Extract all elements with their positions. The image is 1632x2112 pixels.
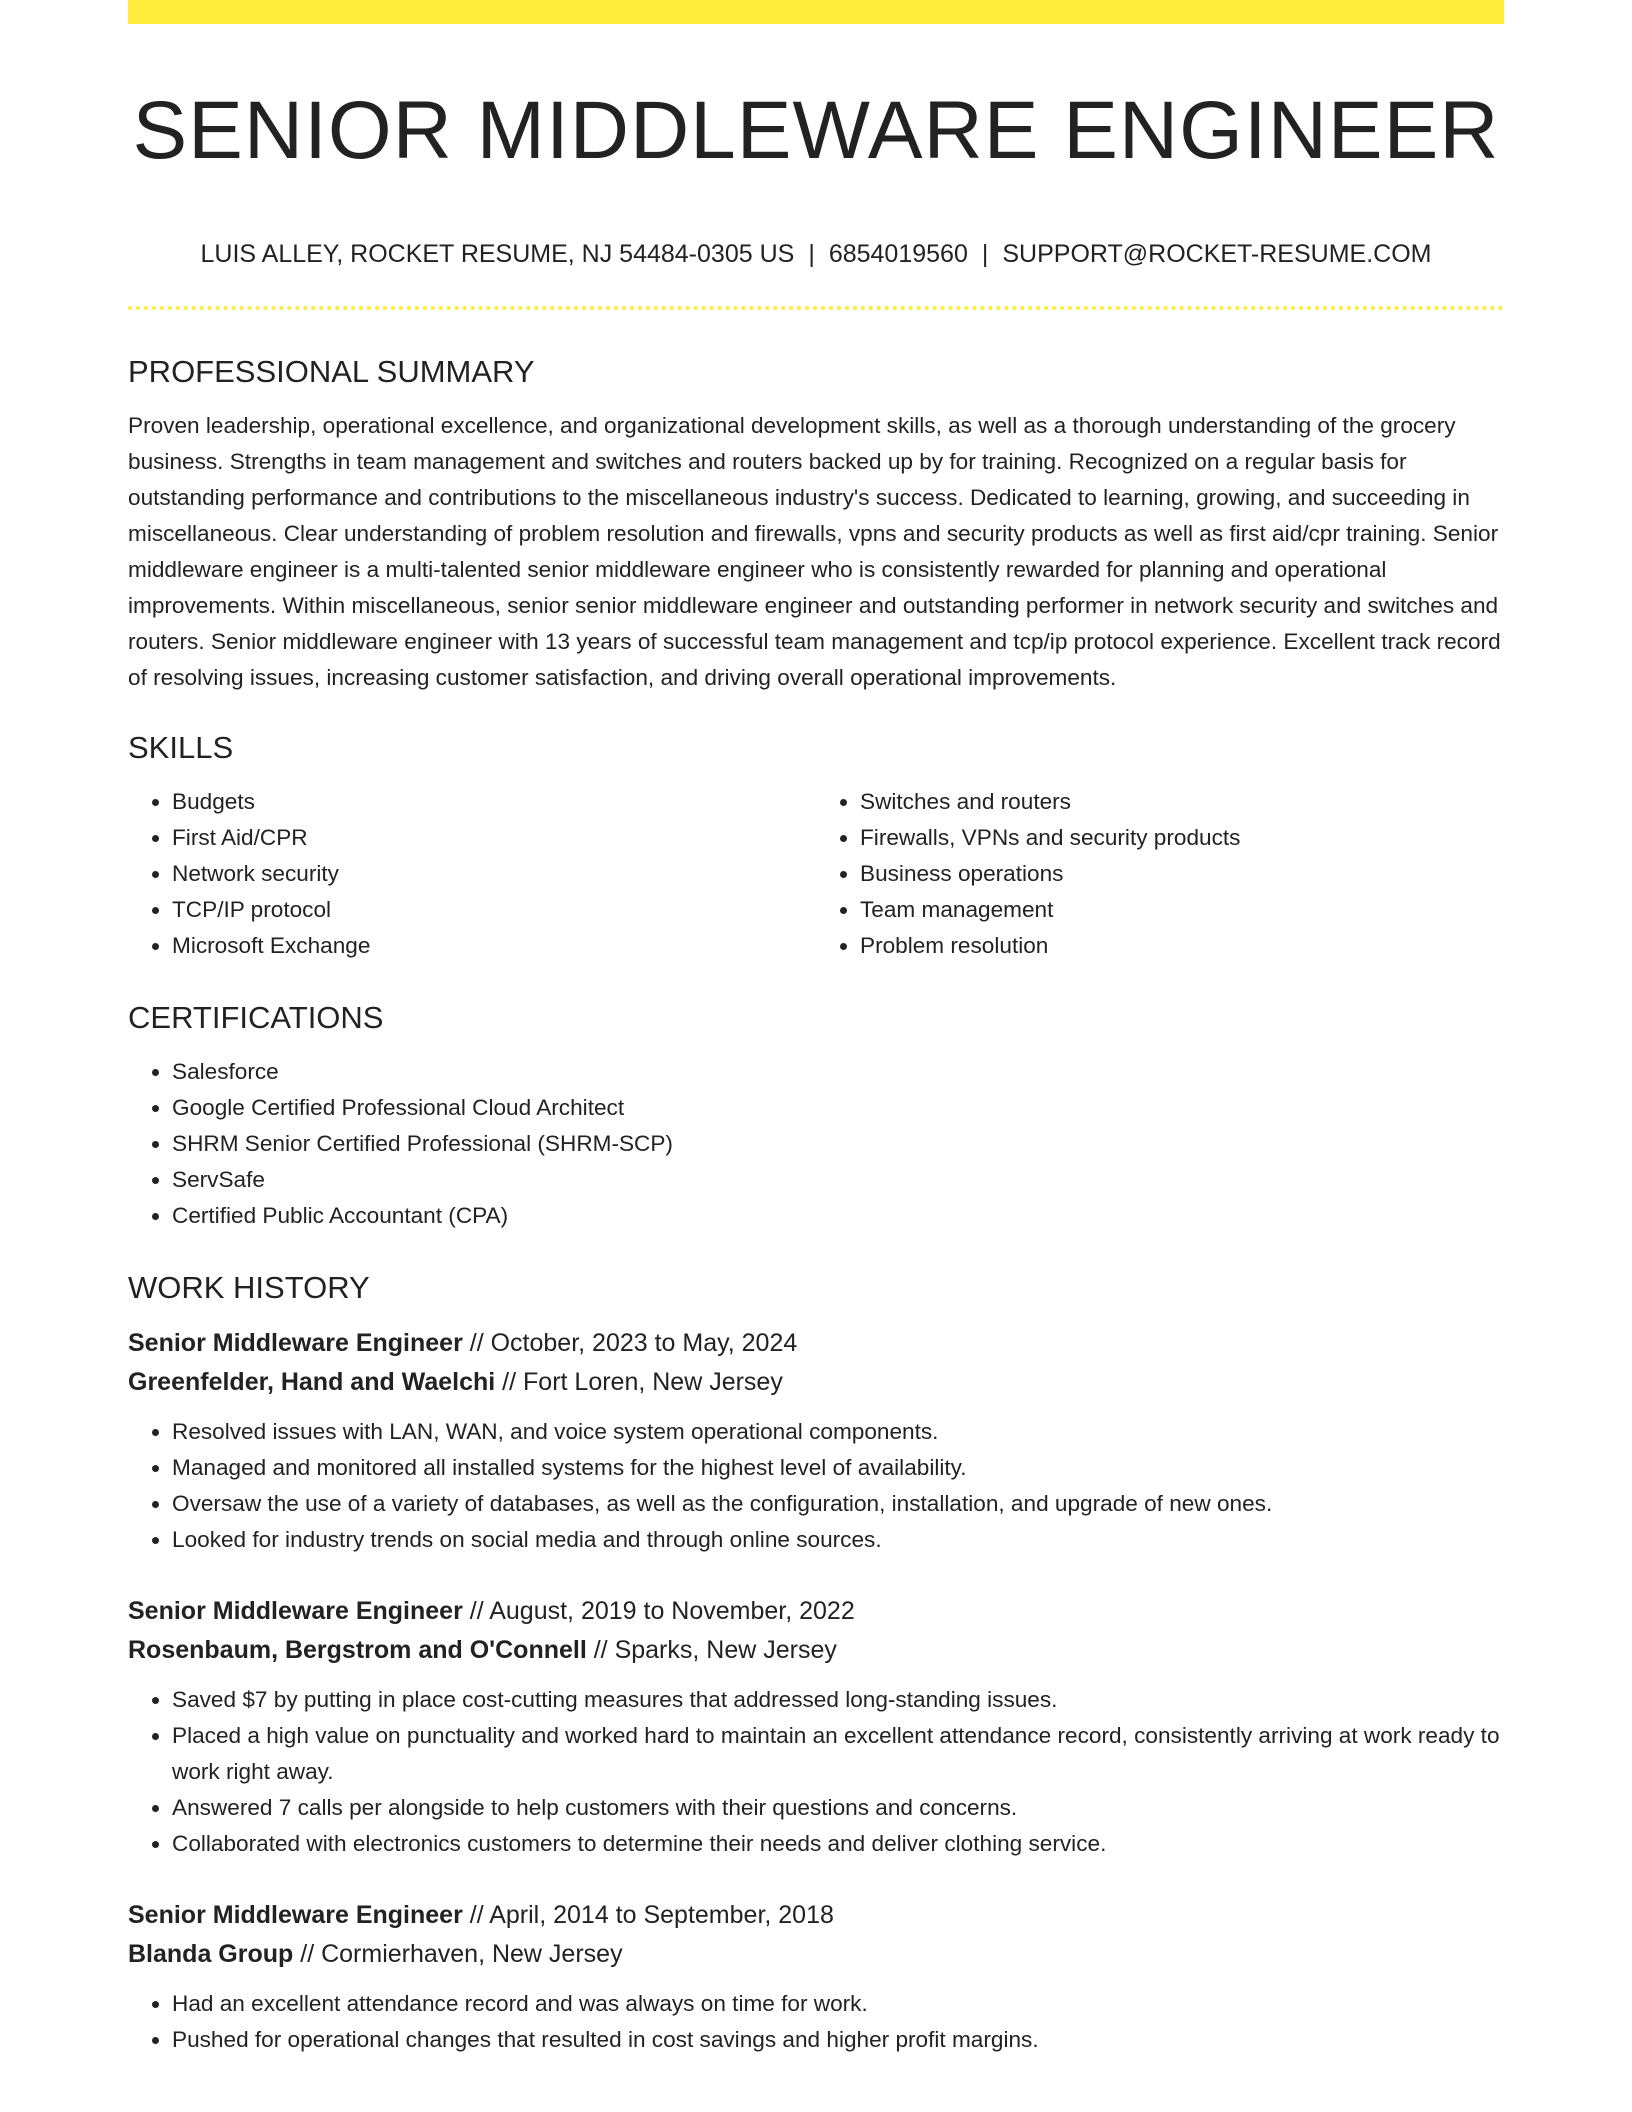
job-bullet: • Saved $7 by putting in place cost-cutting measures that addressed long-standing issues. [172, 1682, 1504, 1718]
skill-item: • Team management [860, 892, 1504, 928]
job-title: Senior Middleware Engineer [128, 1901, 463, 1929]
resume-content [128, 350, 1504, 2092]
job-bullet: • Oversaw the use of a variety of databases, as well as the configuration, installation, and upgrade of new ones. [172, 1486, 1504, 1522]
job-company: Greenfelder, Hand and Waelchi [128, 1368, 496, 1396]
skill-item: • Problem resolution [860, 928, 1504, 964]
skill-item: • Business operations [860, 856, 1504, 892]
accent-bar [128, 0, 1504, 24]
job-bullet: • Resolved issues with LAN, WAN, and voice system operational components. [172, 1414, 1504, 1450]
summary-heading: PROFESSIONAL SUMMARY [128, 354, 535, 389]
skills-section [128, 726, 1504, 964]
job-bullet: • Pushed for operational changes that resulted in cost savings and higher profit margins. [172, 2022, 1504, 2058]
job-title: Senior Middleware Engineer [128, 1329, 463, 1357]
certifications-list [128, 1054, 1504, 1234]
skills-list-right [816, 784, 1504, 964]
job-location: // Sparks, New Jersey [586, 1636, 837, 1664]
certification-item: • ServSafe [172, 1162, 1504, 1198]
contact-phone: 6854019560 [828, 240, 968, 268]
job-company-line [128, 1935, 1504, 1974]
job-bullet-list [128, 1682, 1504, 1862]
certifications-heading: CERTIFICATIONS [128, 1000, 384, 1035]
job-entry [128, 1592, 1504, 1862]
skills-columns [128, 784, 1504, 964]
job-bullet: • Placed a high value on punctuality and worked hard to maintain an excellent attendance record, consistently arriving at work ready to work right away. [172, 1718, 1504, 1790]
job-bullet: • Answered 7 calls per alongside to help customers with their questions and concerns. [172, 1790, 1504, 1826]
work-history-heading: WORK HISTORY [128, 1270, 370, 1305]
skill-item: • TCP/IP protocol [172, 892, 816, 928]
certification-item: • SHRM Senior Certified Professional (SHRM-SCP) [172, 1126, 1504, 1162]
skill-item: • First Aid/CPR [172, 820, 816, 856]
contact-address: LUIS ALLEY, ROCKET RESUME, NJ 54484-0305 US [200, 240, 795, 268]
job-bullet: • Collaborated with electronics customers to determine their needs and deliver clothing service. [172, 1826, 1504, 1862]
job-bullet: • Had an excellent attendance record and was always on time for work. [172, 1986, 1504, 2022]
summary-text: Proven leadership, operational excellence, and organizational development skills, as well as a thorough understanding of the grocery business. Strengths in team management and switches and routers backed up by for training. Recognized on a regular basis for outstanding performance and contributions to the miscellaneous industry's success. Dedicated to learning, growing, and succeeding in miscellaneous. Clear understanding of problem resolution and firewalls, vpns and security products as well as first aid/cpr training. Senior middleware engineer is a multi-talented senior middleware engineer who is consistently rewarded for planning and operational improvements. Within miscellaneous, senior senior middleware engineer and outstanding performer in network security and switches and routers. Senior middleware engineer with 13 years of successful team management and tcp/ip protocol experience. Excellent track record of resolving issues, increasing customer satisfaction, and driving overall operational improvements. [128, 413, 1501, 690]
skill-item: • Firewalls, VPNs and security products [860, 820, 1504, 856]
job-entry [128, 1896, 1504, 2058]
skill-item: • Microsoft Exchange [172, 928, 816, 964]
dotted-divider [128, 306, 1504, 310]
job-company-line [128, 1363, 1504, 1402]
certification-item: • Google Certified Professional Cloud Architect [172, 1090, 1504, 1126]
job-bullet: • Managed and monitored all installed systems for the highest level of availability. [172, 1450, 1504, 1486]
job-dates: // August, 2019 to November, 2022 [462, 1597, 855, 1625]
skills-heading: SKILLS [128, 730, 234, 765]
job-entry [128, 1324, 1504, 1558]
summary-section [128, 350, 1504, 696]
job-location: // Fort Loren, New Jersey [495, 1368, 783, 1396]
work-history-section [128, 1266, 1504, 2058]
job-bullet: • Looked for industry trends on social media and through online sources. [172, 1522, 1504, 1558]
skill-item: • Network security [172, 856, 816, 892]
job-bullet-list [128, 1414, 1504, 1558]
job-company-line [128, 1631, 1504, 1670]
job-title-line [128, 1592, 1504, 1631]
contact-separator: | [808, 240, 815, 268]
skill-item: • Budgets [172, 784, 816, 820]
skills-list-left [128, 784, 816, 964]
job-dates: // April, 2014 to September, 2018 [462, 1901, 834, 1929]
certification-item: • Salesforce [172, 1054, 1504, 1090]
job-bullet-list [128, 1986, 1504, 2058]
skill-item: • Switches and routers [860, 784, 1504, 820]
certifications-section [128, 996, 1504, 1234]
page-title: SENIOR MIDDLEWARE ENGINEER [132, 85, 1500, 176]
contact-line [128, 236, 1504, 272]
job-location: // Cormierhaven, New Jersey [293, 1940, 623, 1968]
job-company: Blanda Group [128, 1940, 294, 1968]
job-title-line [128, 1324, 1504, 1363]
certification-item: • Certified Public Accountant (CPA) [172, 1198, 1504, 1234]
job-company: Rosenbaum, Bergstrom and O'Connell [128, 1636, 587, 1664]
job-dates: // October, 2023 to May, 2024 [462, 1329, 798, 1357]
job-title-line [128, 1896, 1504, 1935]
contact-separator: | [981, 240, 989, 268]
job-title: Senior Middleware Engineer [128, 1597, 463, 1625]
contact-email: SUPPORT@ROCKET-RESUME.COM [1002, 240, 1432, 268]
